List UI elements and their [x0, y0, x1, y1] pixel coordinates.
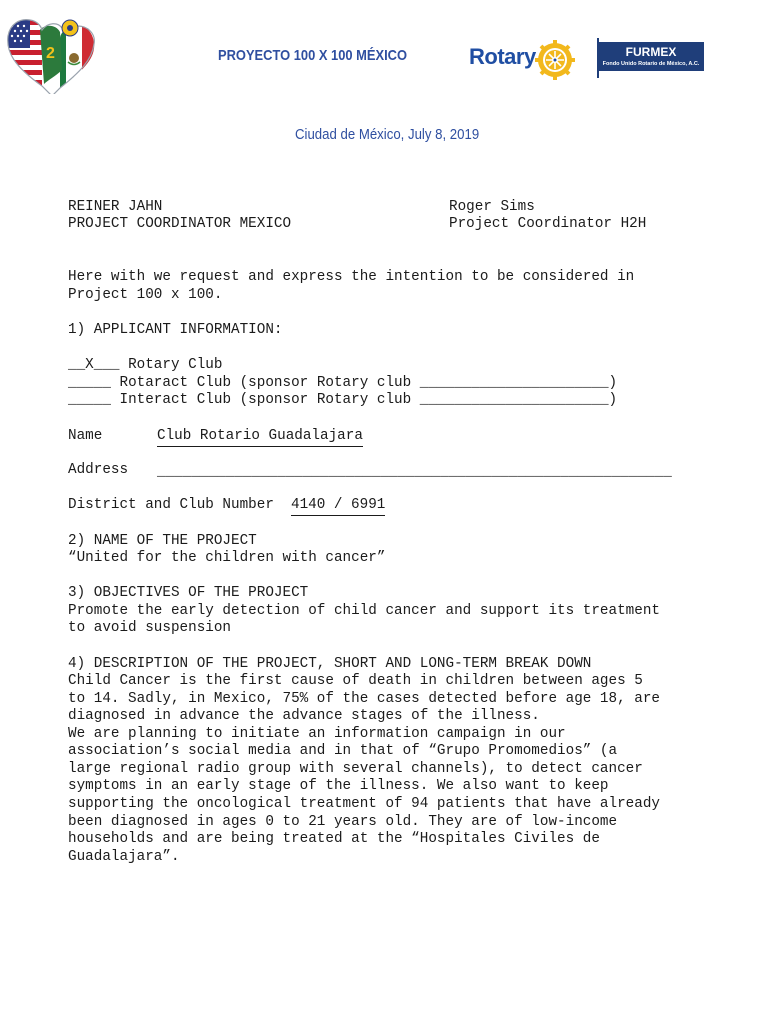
addressee-right-role: Project Coordinator H2H — [449, 216, 647, 232]
furmex-name: FURMEX — [625, 45, 677, 59]
addressee-right-name: Roger Sims — [449, 199, 535, 215]
description-line-8: supporting the oncological treatment of 94 patients that have already — [68, 796, 660, 812]
interact-blank: _____ — [68, 392, 111, 408]
rotary-logo — [469, 40, 579, 80]
furmex-logo — [598, 42, 704, 71]
rotary-wordmark: Rotary — [469, 44, 536, 69]
description-line-7: symptoms in an early stage of the illness. We also want to keep — [68, 778, 609, 794]
heart-flags-icon — [4, 14, 98, 94]
rotary-club-mark: __X___ — [68, 357, 120, 373]
description-line-2: to 14. Sadly, in Mexico, 75% of the cases detected before age 18, are — [68, 691, 660, 707]
interact-label: Interact Club (sponsor Rotary club ______________________) — [110, 392, 618, 408]
dateline: Ciudad de México, July 8, 2019 — [295, 126, 480, 143]
page-title: PROYECTO 100 X 100 MÉXICO — [218, 47, 408, 64]
rotaract-blank: _____ — [68, 375, 111, 391]
description-line-9: been diagnosed in ages 0 to 21 years old. They are of low-income — [68, 814, 618, 830]
heart-flags-logo — [4, 14, 98, 94]
description-line-1: Child Cancer is the first cause of death in children between ages 5 — [68, 673, 643, 689]
intro-line-2: Project 100 x 100. — [68, 287, 223, 303]
district-label: District and Club Number — [68, 497, 274, 513]
rotaract-club-row — [68, 375, 617, 393]
rotary-club-row — [68, 357, 222, 375]
description-line-5: association’s social media and in that of “Grupo Promomedios” (a — [68, 743, 618, 759]
name-value: Club Rotario Guadalajara — [157, 428, 363, 447]
description-line-11: Guadalajara”. — [68, 849, 180, 865]
intro-line-1: Here with we request and express the intention to be considered in — [68, 269, 635, 285]
description-line-4: We are planning to initiate an information campaign in our — [68, 726, 566, 742]
project-name: “United for the children with cancer” — [68, 550, 386, 566]
description-line-6: large regional radio group with several channels), to detect cancer — [68, 761, 643, 777]
section1-heading: 1) APPLICANT INFORMATION: — [68, 322, 283, 338]
district-value: 4140 / 6991 — [291, 497, 385, 516]
interact-club-row — [68, 392, 617, 410]
furmex-subtitle: Fondo Unido Rotario de México, A.C. — [602, 61, 700, 67]
section2-heading: 2) NAME OF THE PROJECT — [68, 533, 257, 549]
name-label: Name — [68, 428, 103, 444]
address-label: Address — [68, 462, 129, 478]
rotaract-label: Rotaract Club (sponsor Rotary club ______________________) — [110, 375, 618, 391]
section3-heading: 3) OBJECTIVES OF THE PROJECT — [68, 585, 309, 601]
rotary-club-label: Rotary Club — [119, 357, 223, 373]
rotary-wheel-icon — [535, 40, 575, 80]
objectives-line-1: Promote the early detection of child cancer and support its treatment — [68, 603, 660, 619]
description-line-10: households and are being treated at the “Hospitales Civiles de — [68, 831, 600, 847]
section4-heading: 4) DESCRIPTION OF THE PROJECT, SHORT AND LONG-TERM BREAK DOWN — [68, 656, 592, 672]
svg-text:2: 2 — [46, 45, 55, 62]
description-line-3: diagnosed in advance the advance stages of the illness. — [68, 708, 540, 724]
addressee-left-name: REINER JAHN — [68, 199, 163, 215]
address-value: ____________________________________________________________ — [157, 464, 672, 480]
addressee-left-role: PROJECT COORDINATOR MEXICO — [68, 216, 292, 232]
objectives-line-2: to avoid suspension — [68, 620, 232, 636]
